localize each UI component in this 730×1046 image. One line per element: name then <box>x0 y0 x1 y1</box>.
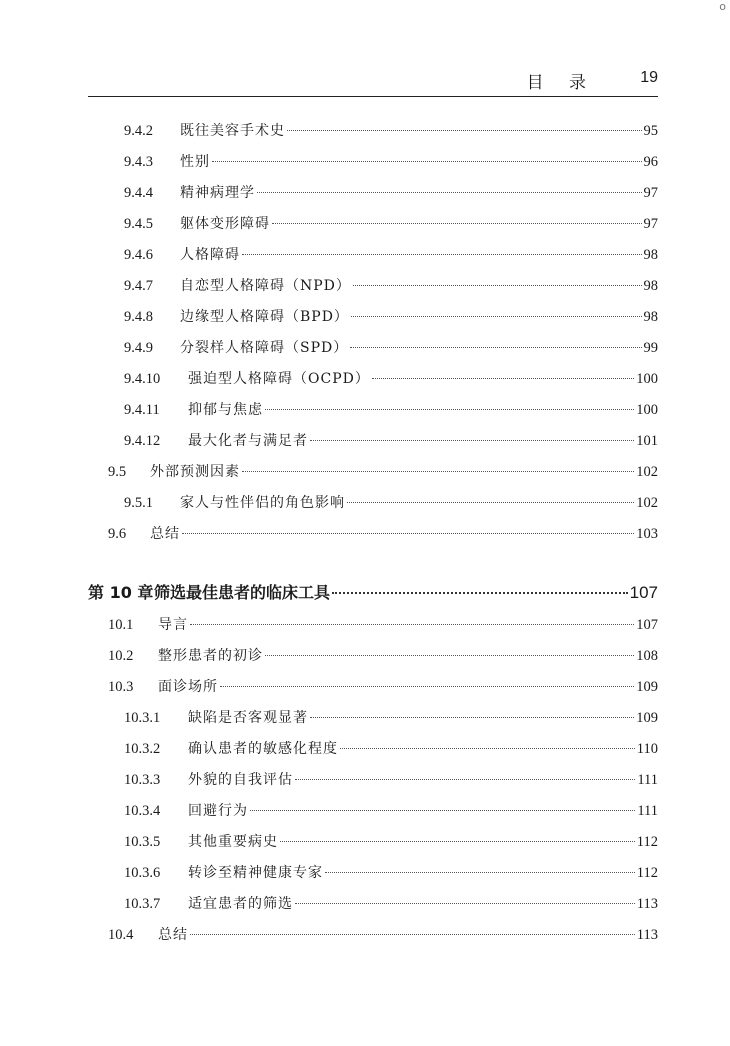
toc-entry[interactable] <box>124 893 658 917</box>
toc-entry-page: 100 <box>636 402 658 418</box>
toc-entry-page: 98 <box>643 247 658 263</box>
toc-entry-number: 10.1 <box>108 617 134 633</box>
toc-entry-page: 107 <box>636 617 658 633</box>
toc-entry-page: 100 <box>636 371 658 387</box>
toc-entry[interactable] <box>108 645 658 669</box>
dot-leader <box>265 655 634 656</box>
toc-entry[interactable] <box>108 461 658 485</box>
toc-entry[interactable] <box>124 707 658 731</box>
toc-entry-page: 103 <box>636 526 658 542</box>
dot-leader <box>351 316 642 317</box>
toc-entry-number: 10.3.5 <box>124 834 161 850</box>
toc-entry-title: 导言 <box>158 617 188 633</box>
toc-entry-page: 95 <box>643 123 658 139</box>
corner-mark: o <box>719 0 726 13</box>
toc-entry-number: 9.4.6 <box>124 247 153 263</box>
toc-entry-title: 适宜患者的筛选 <box>188 896 293 912</box>
toc-entry-number: 10.3.2 <box>124 741 161 757</box>
dot-leader <box>242 254 642 255</box>
dot-leader <box>372 378 634 379</box>
toc-entry-title: 总结 <box>150 526 180 542</box>
toc-entry-title: 最大化者与满足者 <box>188 433 308 449</box>
toc-entry-page: 112 <box>636 834 658 850</box>
dot-leader <box>350 347 641 348</box>
dot-leader <box>287 130 642 131</box>
toc-entry[interactable] <box>124 399 658 423</box>
dot-leader <box>340 748 635 749</box>
toc-entry-number: 9.5.1 <box>124 495 153 511</box>
toc-entry[interactable] <box>124 182 658 206</box>
toc-entry-title: 面诊场所 <box>158 679 218 695</box>
toc-entry-number: 9.5 <box>108 464 127 480</box>
dot-leader <box>212 161 642 162</box>
toc-entry[interactable] <box>124 120 658 144</box>
toc-entry-number: 10.3 <box>108 679 134 695</box>
dot-leader <box>332 592 628 594</box>
toc-entry-number: 9.4.3 <box>124 154 153 170</box>
toc-entry-page: 98 <box>643 278 658 294</box>
toc-entry-number: 9.4.8 <box>124 309 153 325</box>
toc-entry-number: 9.4.5 <box>124 216 153 232</box>
chapter-title: 筛选最佳患者的临床工具 <box>154 583 331 602</box>
toc-entry-page: 111 <box>637 803 658 819</box>
dot-leader <box>310 440 634 441</box>
header-title: 目 录 <box>526 73 596 93</box>
toc-entry-page: 113 <box>636 896 658 912</box>
toc-entry-page: 111 <box>637 772 658 788</box>
chapter-page: 107 <box>629 583 658 602</box>
toc-entry-title: 确认患者的敏感化程度 <box>188 741 338 757</box>
dot-leader <box>295 903 635 904</box>
toc-entry-number: 9.4.7 <box>124 278 153 294</box>
toc-entry-page: 96 <box>643 154 658 170</box>
toc-entry-title: 抑郁与焦虑 <box>188 402 263 418</box>
toc-entry-page: 102 <box>636 495 658 511</box>
toc-entry-number: 10.2 <box>108 648 134 664</box>
toc-entry-page: 110 <box>636 741 658 757</box>
toc-entry-title: 既往美容手术史 <box>180 123 285 139</box>
toc-entry-number: 10.3.6 <box>124 865 161 881</box>
toc-entry-title: 边缘型人格障碍（BPD） <box>180 309 349 325</box>
toc-entry-number: 9.4.4 <box>124 185 153 201</box>
header-page-number: 19 <box>640 69 658 86</box>
toc-entry-number: 10.3.1 <box>124 710 161 726</box>
toc-entry-title: 其他重要病史 <box>188 834 278 850</box>
toc-entry-number: 9.4.2 <box>124 123 153 139</box>
toc-entry[interactable] <box>124 368 658 392</box>
toc-entry-page: 99 <box>643 340 658 356</box>
toc-entry-title: 自恋型人格障碍（NPD） <box>180 278 351 294</box>
toc-entry[interactable] <box>108 614 658 638</box>
toc-entry-title: 躯体变形障碍 <box>180 216 270 232</box>
toc-entry[interactable] <box>124 337 658 361</box>
toc-entry-title: 缺陷是否客观显著 <box>188 710 308 726</box>
toc-entry-page: 113 <box>636 927 658 943</box>
toc-entry-page: 101 <box>636 433 658 449</box>
toc-entry-title: 人格障碍 <box>180 247 240 263</box>
dot-leader <box>190 934 635 935</box>
toc-entry-page: 108 <box>636 648 658 664</box>
dot-leader <box>295 779 635 780</box>
chapter-number: 第 10 章 <box>88 583 154 602</box>
dot-leader <box>182 533 634 534</box>
toc-entry[interactable] <box>124 275 658 299</box>
dot-leader <box>272 223 642 224</box>
toc-entry-page: 109 <box>636 679 658 695</box>
toc-entry[interactable] <box>124 151 658 175</box>
toc-entry[interactable] <box>108 523 658 547</box>
toc-entry[interactable] <box>124 800 658 824</box>
toc-entry[interactable] <box>124 738 658 762</box>
toc-entry-title: 外貌的自我评估 <box>188 772 293 788</box>
toc-entry-page: 112 <box>636 865 658 881</box>
toc-entry-title: 转诊至精神健康专家 <box>188 865 323 881</box>
toc-entry[interactable] <box>124 862 658 886</box>
toc-entry[interactable] <box>124 306 658 330</box>
toc-entry-number: 10.3.4 <box>124 803 161 819</box>
toc-entry-page: 97 <box>643 185 658 201</box>
toc-entry[interactable] <box>124 831 658 855</box>
toc-entry-title: 强迫型人格障碍（OCPD） <box>188 371 370 387</box>
toc-entry-title: 整形患者的初诊 <box>158 648 263 664</box>
dot-leader <box>353 285 642 286</box>
toc-entry-title: 精神病理学 <box>180 185 255 201</box>
toc-entry-number: 9.4.11 <box>124 402 160 418</box>
toc-entry-number: 9.4.9 <box>124 340 153 356</box>
dot-leader <box>242 471 634 472</box>
toc-entry-title: 性别 <box>180 154 210 170</box>
toc-entry-number: 9.4.10 <box>124 371 161 387</box>
toc-entry-number: 9.6 <box>108 526 127 542</box>
toc-entry-page: 109 <box>636 710 658 726</box>
toc-entry-number: 10.4 <box>108 927 134 943</box>
toc-entry-number: 9.4.12 <box>124 433 161 449</box>
toc-entry-page: 97 <box>643 216 658 232</box>
toc-entry[interactable] <box>124 769 658 793</box>
toc-entry-number: 10.3.3 <box>124 772 161 788</box>
toc-entry[interactable] <box>108 676 658 700</box>
running-header <box>88 66 658 97</box>
toc-entry-title: 家人与性伴侣的角色影响 <box>180 495 345 511</box>
toc-entry[interactable] <box>124 492 658 516</box>
toc-chapter-heading[interactable] <box>88 580 658 610</box>
toc-entry[interactable] <box>124 244 658 268</box>
toc-entry-title: 回避行为 <box>188 803 248 819</box>
dot-leader <box>310 717 634 718</box>
toc-entry-title: 外部预测因素 <box>150 464 240 480</box>
dot-leader <box>265 409 634 410</box>
toc-entry-title: 总结 <box>158 927 188 943</box>
toc-entry[interactable] <box>124 430 658 454</box>
dot-leader <box>250 810 635 811</box>
toc-entry-title: 分裂样人格障碍（SPD） <box>180 340 349 356</box>
dot-leader <box>220 686 634 687</box>
toc-entry-number: 10.3.7 <box>124 896 161 912</box>
toc-entry[interactable] <box>108 924 658 948</box>
toc-entry-page: 102 <box>636 464 658 480</box>
toc-entry-page: 98 <box>643 309 658 325</box>
dot-leader <box>280 841 635 842</box>
dot-leader <box>325 872 635 873</box>
dot-leader <box>347 502 634 503</box>
dot-leader <box>257 192 642 193</box>
toc-entry[interactable] <box>124 213 658 237</box>
dot-leader <box>190 624 634 625</box>
